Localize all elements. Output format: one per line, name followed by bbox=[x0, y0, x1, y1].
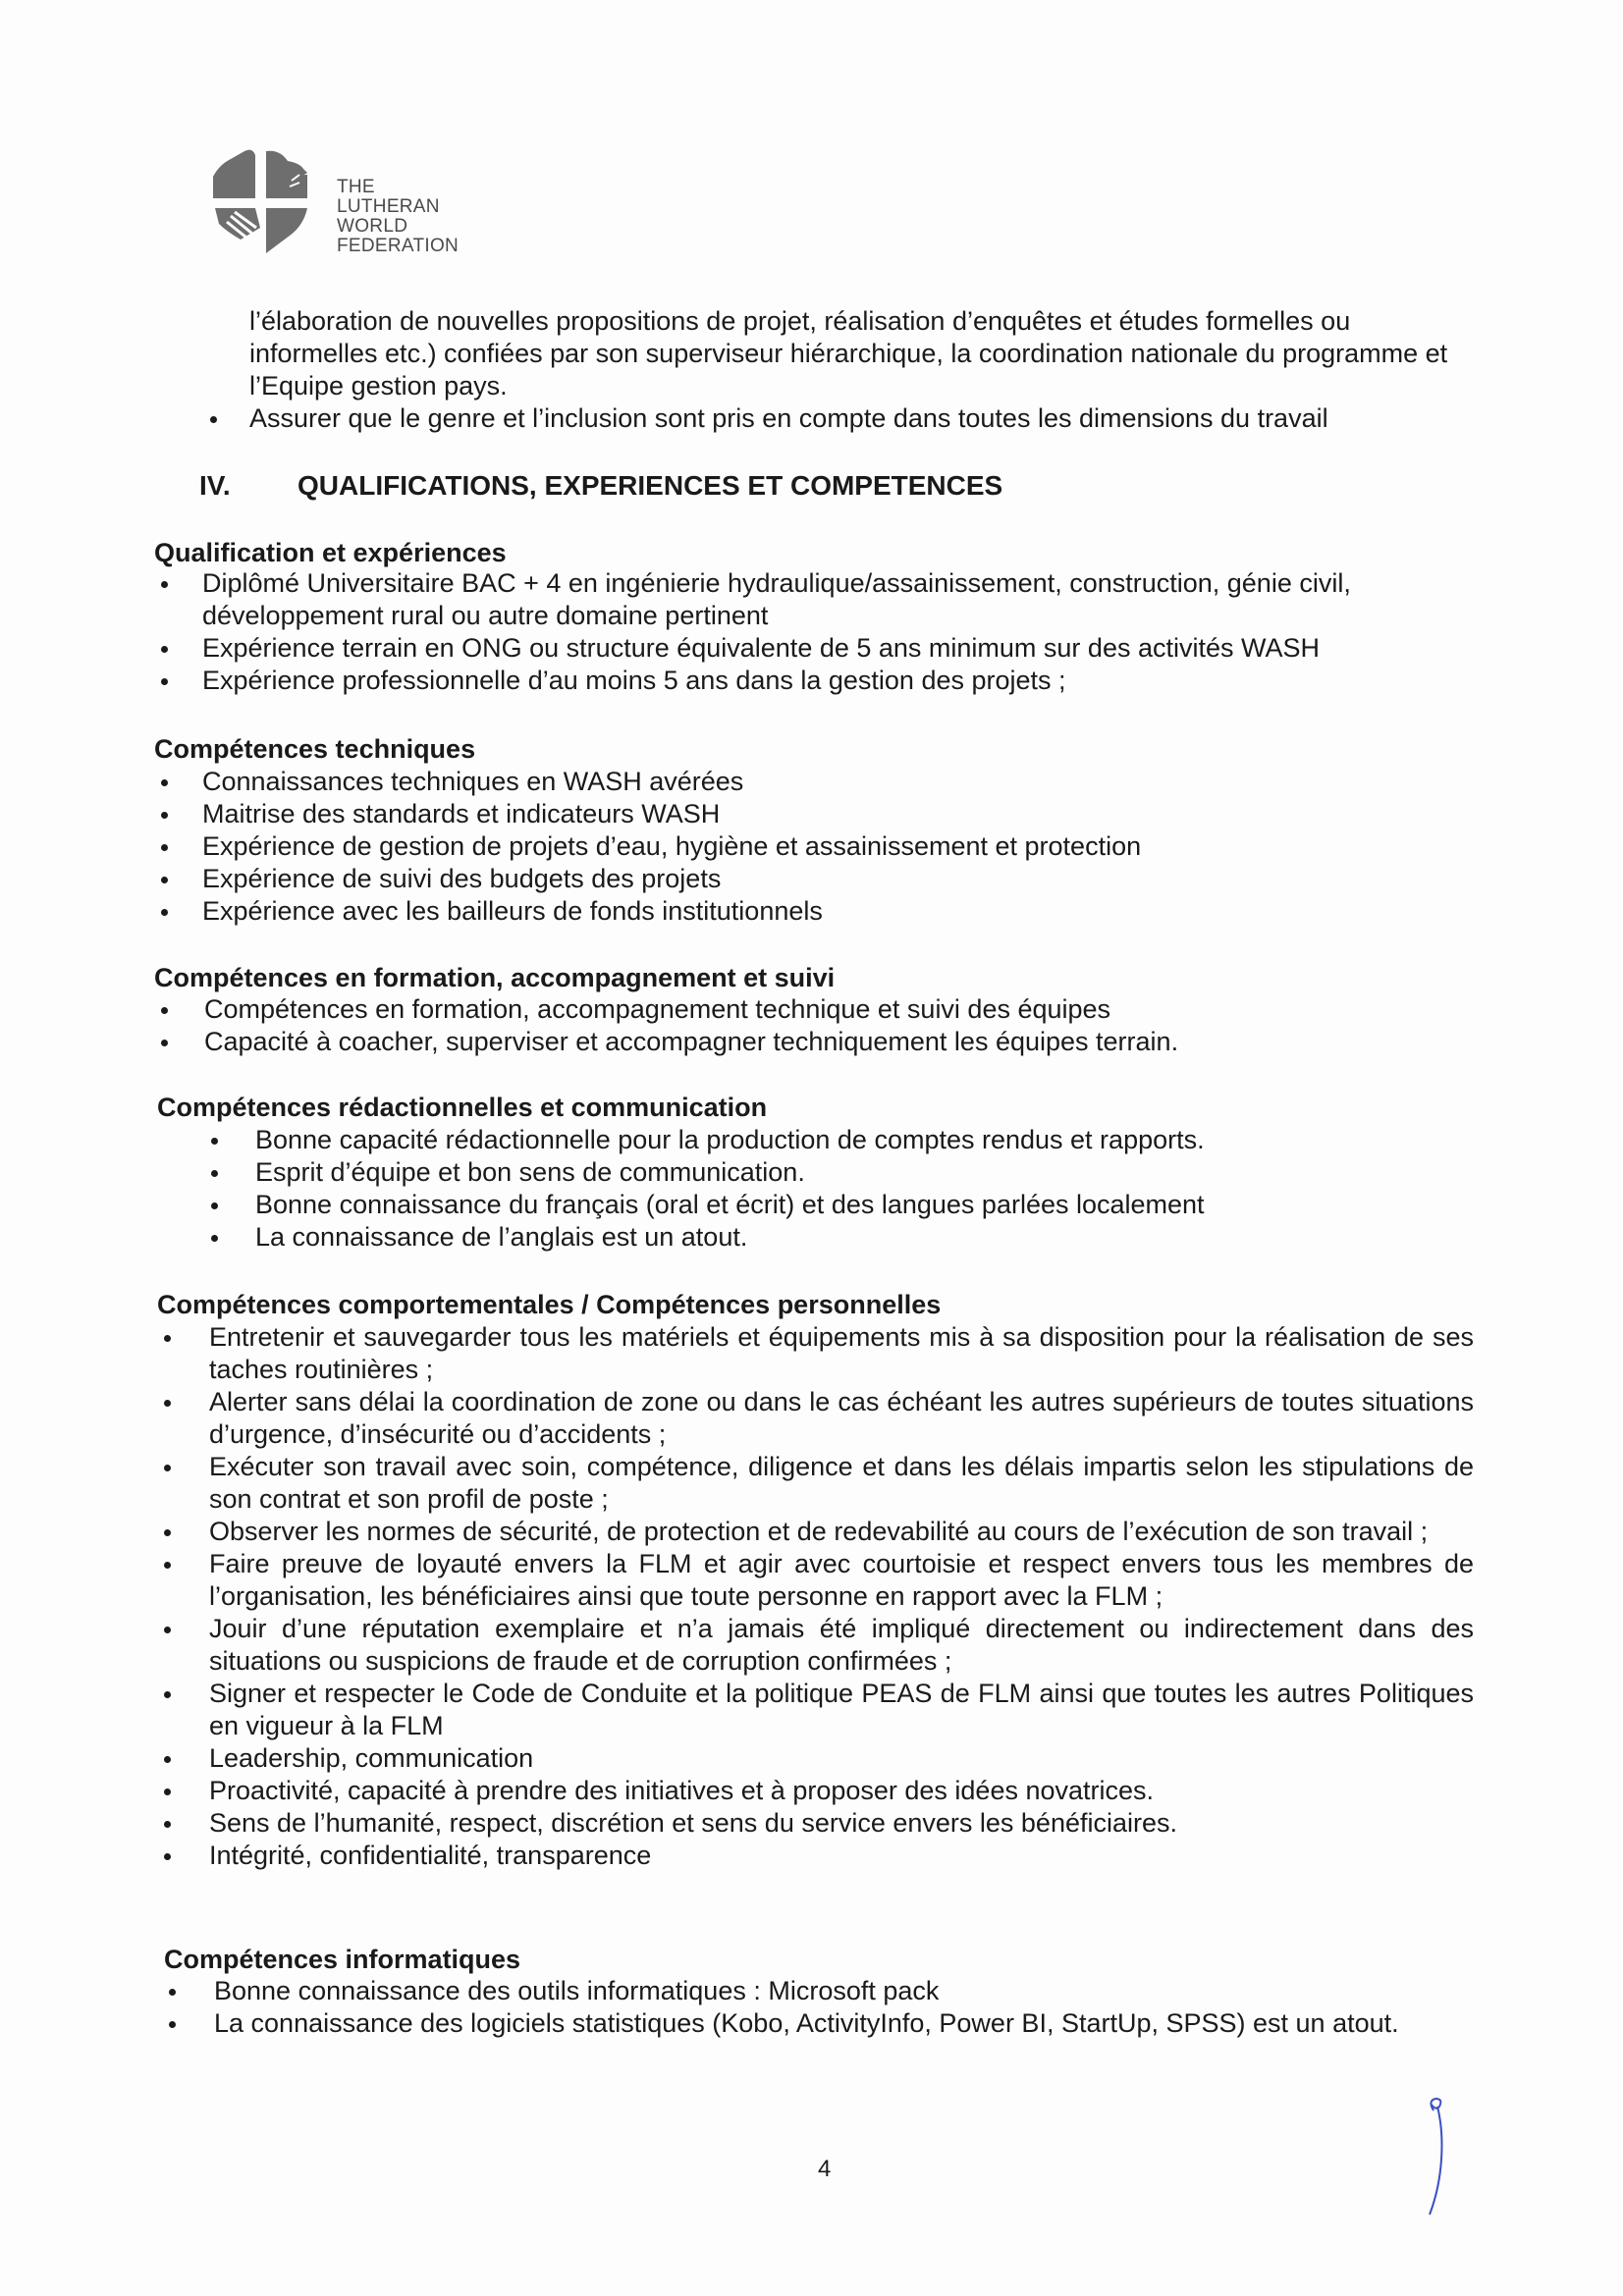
bullet-icon bbox=[164, 1789, 171, 1795]
list-item: Compétences en formation, accompagnement technique et suivi des équipes bbox=[204, 993, 1471, 1026]
list-item: Intégrité, confidentialité, transparence bbox=[209, 1840, 1474, 1872]
list-item: Bonne connaissance du français (oral et écrit) et des langues parlées localement bbox=[255, 1189, 1473, 1221]
bullet-icon bbox=[161, 844, 168, 851]
bullet-icon bbox=[164, 1821, 171, 1828]
list-item: Entretenir et sauvegarder tous les matériels et équipements mis à sa disposition pour la réalisation de ses taches routinières ; bbox=[209, 1321, 1474, 1386]
logo-line: WORLD bbox=[337, 216, 408, 237]
bullet-icon bbox=[164, 1627, 171, 1633]
bullet-icon bbox=[164, 1465, 171, 1471]
list-item: Maitrise des standards et indicateurs WASH bbox=[202, 798, 1469, 830]
list-item: Esprit d’équipe et bon sens de communication. bbox=[255, 1156, 1473, 1189]
list-item: Observer les normes de sécurité, de protection et de redevabilité au cours de l’exécution de son travail ; bbox=[209, 1516, 1474, 1548]
initials-signature-icon bbox=[1414, 2091, 1473, 2218]
list-item: Proactivité, capacité à prendre des initiatives et à proposer des idées novatrices. bbox=[209, 1775, 1474, 1807]
bullet-icon bbox=[164, 1335, 171, 1342]
list-item: Alerter sans délai la coordination de zone ou dans le cas échéant les autres supérieurs de toutes situations d’urgence, d’insécurité ou d’accidents ; bbox=[209, 1386, 1474, 1451]
subheading-qualifications: Qualification et expériences bbox=[154, 538, 507, 567]
qualifications-list bbox=[202, 567, 1469, 697]
list-item: Exécuter son travail avec soin, compétence, diligence et dans les délais impartis selon les stipulations de son contrat et son profil de poste ; bbox=[209, 1451, 1474, 1516]
behavioral-list bbox=[209, 1321, 1474, 1872]
bullet-icon bbox=[164, 1756, 171, 1763]
section-number: IV. bbox=[199, 470, 231, 501]
list-item: Assurer que le genre et l’inclusion sont pris en compte dans toutes les dimensions du travail bbox=[249, 402, 1487, 435]
subheading-behavioral: Compétences comportementales / Compétences personnelles bbox=[157, 1290, 942, 1319]
bullet-icon bbox=[164, 1400, 171, 1407]
list-item: Jouir d’une réputation exemplaire et n’a jamais été impliqué directement ou indirectement dans des situations ou suspicions de fraude et de corruption confirmées ; bbox=[209, 1613, 1474, 1678]
bullet-icon bbox=[164, 1529, 171, 1536]
list-item: Capacité à coacher, superviser et accompagner techniquement les équipes terrain. bbox=[204, 1026, 1471, 1058]
list-item: Expérience professionnelle d’au moins 5 ans dans la gestion des projets ; bbox=[202, 665, 1469, 697]
list-item: La connaissance de l’anglais est un atout. bbox=[255, 1221, 1473, 1254]
logo-wordmark bbox=[337, 178, 459, 256]
writing-list bbox=[255, 1124, 1473, 1254]
lwf-emblem-icon bbox=[201, 137, 329, 265]
bullet-icon bbox=[211, 1235, 218, 1242]
subheading-technical: Compétences techniques bbox=[154, 734, 476, 764]
bullet-icon bbox=[169, 1989, 176, 1996]
list-item: Signer et respecter le Code de Conduite et la politique PEAS de FLM ainsi que toutes les autres Politiques en vigueur à la FLM bbox=[209, 1678, 1474, 1742]
section-heading bbox=[199, 469, 1002, 503]
bullet-icon bbox=[161, 779, 168, 786]
lwf-logo bbox=[201, 137, 476, 265]
subheading-writing: Compétences rédactionnelles et communication bbox=[157, 1093, 768, 1122]
bullet-icon bbox=[161, 877, 168, 883]
bullet-icon bbox=[164, 1691, 171, 1698]
list-item: La connaissance des logiciels statistiques (Kobo, ActivityInfo, Power BI, StartUp, SPSS) est un atout. bbox=[214, 2007, 1476, 2040]
bullet-icon bbox=[161, 1040, 168, 1046]
bullet-icon bbox=[164, 1562, 171, 1569]
bullet-icon bbox=[164, 1853, 171, 1860]
list-item: Expérience avec les bailleurs de fonds institutionnels bbox=[202, 895, 1469, 928]
bullet-icon bbox=[161, 646, 168, 653]
list-item: Connaissances techniques en WASH avérées bbox=[202, 766, 1469, 798]
subheading-it: Compétences informatiques bbox=[164, 1945, 521, 1974]
list-item: Bonne connaissance des outils informatiques : Microsoft pack bbox=[214, 1975, 1476, 2007]
intro-bullet-list bbox=[249, 402, 1487, 435]
bullet-icon bbox=[169, 2021, 176, 2028]
section-title: QUALIFICATIONS, EXPERIENCES ET COMPETENCES bbox=[298, 470, 1003, 501]
intro-continuation: l’élaboration de nouvelles propositions de projet, réalisation d’enquêtes et études formelles ou informelles etc.) confiées par son superviseur hiérarchique, la coordination nationale du programme et l’Equipe gestion pays. bbox=[249, 306, 1448, 400]
page-number: 4 bbox=[818, 2156, 832, 2182]
training-list bbox=[204, 993, 1471, 1058]
list-item: Expérience de gestion de projets d’eau, hygiène et assainissement et protection bbox=[202, 830, 1469, 863]
technical-list bbox=[202, 766, 1469, 928]
list-item: Diplômé Universitaire BAC + 4 en ingénierie hydraulique/assainissement, construction, génie civil, développement rural ou autre domaine pertinent bbox=[202, 567, 1469, 632]
bullet-icon bbox=[211, 1138, 218, 1145]
bullet-icon bbox=[161, 581, 168, 588]
bullet-icon bbox=[211, 1170, 218, 1177]
list-item: Expérience de suivi des budgets des projets bbox=[202, 863, 1469, 895]
bullet-icon bbox=[210, 416, 217, 423]
subheading-training: Compétences en formation, accompagnement et suivi bbox=[154, 963, 836, 992]
bullet-icon bbox=[161, 1007, 168, 1014]
logo-line: LUTHERAN bbox=[337, 196, 440, 217]
list-item: Bonne capacité rédactionnelle pour la production de comptes rendus et rapports. bbox=[255, 1124, 1473, 1156]
logo-line: FEDERATION bbox=[337, 236, 460, 256]
bullet-icon bbox=[161, 812, 168, 819]
logo-line: THE bbox=[337, 177, 375, 197]
bullet-icon bbox=[161, 909, 168, 916]
bullet-icon bbox=[161, 678, 168, 685]
it-list bbox=[214, 1975, 1476, 2040]
list-item: Faire preuve de loyauté envers la FLM et agir avec courtoisie et respect envers tous les membres de l’organisation, les bénéficiaires ainsi que toute personne en rapport avec la FLM ; bbox=[209, 1548, 1474, 1613]
bullet-icon bbox=[211, 1202, 218, 1209]
list-item: Sens de l’humanité, respect, discrétion et sens du service envers les bénéficiaires. bbox=[209, 1807, 1474, 1840]
list-item: Expérience terrain en ONG ou structure équivalente de 5 ans minimum sur des activités WASH bbox=[202, 632, 1469, 665]
list-item: Leadership, communication bbox=[209, 1742, 1474, 1775]
